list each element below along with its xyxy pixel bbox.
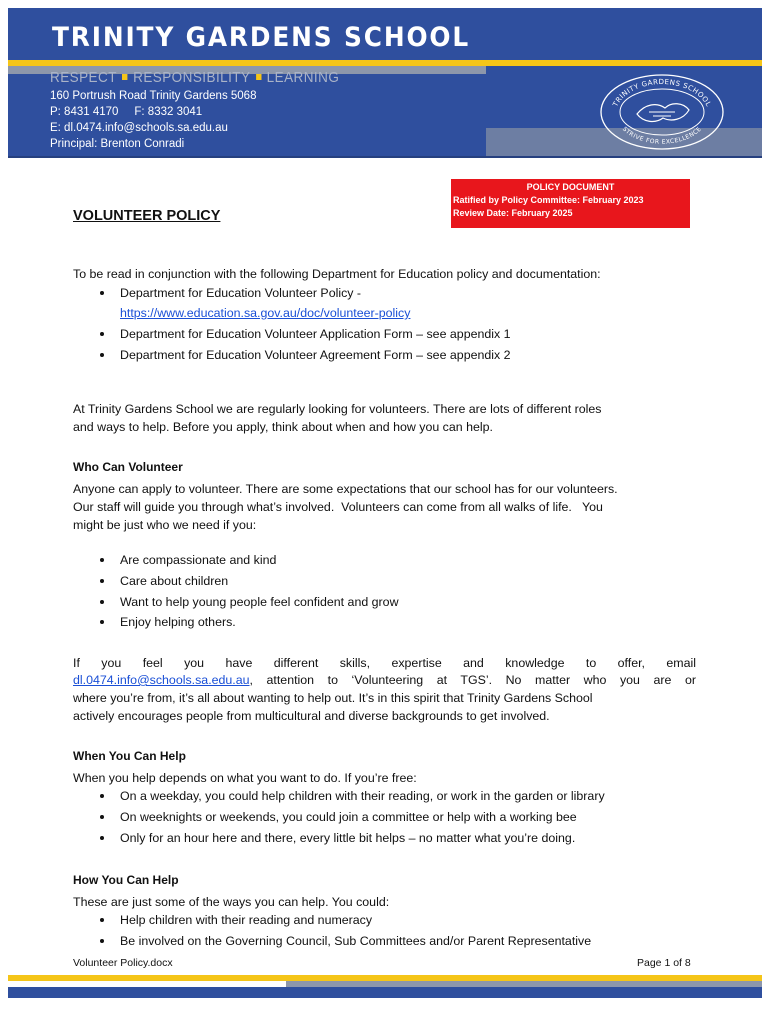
policy-document-box — [451, 179, 690, 228]
when-bullet-1: On a weekday, you could help children with their reading, or work in the garden or library — [120, 789, 605, 803]
policy-review-date: Review Date: February 2025 — [453, 208, 573, 218]
who-bullet-3: Want to help young people feel confident and grow — [120, 595, 399, 609]
para1-line1: At Trinity Gardens School we are regularly looking for volunteers. There are lots of different roles — [73, 402, 602, 416]
footer-page-number: Page 1 of 8 — [637, 957, 691, 969]
who-bullet-1: Are compassionate and kind — [120, 553, 277, 567]
intro-item-1: Department for Education Volunteer Policy - — [120, 286, 362, 300]
school-logo-icon — [597, 72, 727, 152]
intro-item-3: Department for Education Volunteer Agreement Form – see appendix 2 — [120, 348, 511, 362]
footer-blue-stripe — [8, 987, 762, 998]
banner-dark-stripe — [8, 156, 762, 158]
how-heading: How You Can Help — [73, 873, 179, 887]
who-heading: Who Can Volunteer — [73, 460, 183, 474]
how-lead: These are just some of the ways you can help. You could: — [73, 895, 390, 909]
school-motto — [50, 69, 339, 86]
policy-label: POLICY DOCUMENT — [526, 182, 615, 192]
page-title: VOLUNTEER POLICY — [73, 208, 221, 224]
when-bullet-2: On weeknights or weekends, you could join a committee or help with a working bee — [120, 810, 577, 824]
who-bullet-2: Care about children — [120, 574, 229, 588]
when-heading: When You Can Help — [73, 749, 186, 763]
skills-line3: where you’re from, it’s all about wanting to help out. It’s in this spirit that Trinity Gardens School — [73, 691, 593, 705]
who-line1: Anyone can apply to volunteer. There are some expectations that our school has for our volunteers. — [73, 482, 618, 496]
how-bullet-2: Be involved on the Governing Council, Sub Committees and/or Parent Representative — [120, 934, 592, 948]
para1-line2: and ways to help. Before you apply, think about when and how you can help. — [73, 420, 493, 434]
logo-top-text: TRINITY GARDENS SCHOOL — [611, 77, 713, 109]
school-principal: Principal: Brenton Conradi — [50, 138, 185, 150]
skills-line2-rest: , attention to ‘Volunteering at TGS’. No matter who you are or — [249, 673, 696, 687]
skills-line1: If you feel you have different skills, expertise and knowledge to offer, email — [73, 656, 696, 670]
skills-line4: actively encourages people from multicultural and diverse backgrounds to get involved. — [73, 709, 550, 723]
logo-bottom-text: STRIVE FOR EXCELLENCE — [620, 125, 704, 146]
footer-filename: Volunteer Policy.docx — [73, 957, 173, 969]
how-bullet-1: Help children with their reading and numeracy — [120, 913, 373, 927]
when-bullet-3: Only for an hour here and there, every little bit helps – no matter what you’re doing. — [120, 831, 576, 845]
who-line2: Our staff will guide you through what’s involved. Volunteers can come from all walks of life. You — [73, 500, 603, 514]
motto-responsibility: RESPONSIBILITY — [133, 69, 251, 86]
school-email: E: dl.0474.info@schools.sa.edu.au — [50, 122, 228, 134]
header-banner — [8, 8, 762, 158]
school-phone: P: 8431 4170 F: 8332 3041 — [50, 106, 203, 118]
when-lead: When you help depends on what you want to do. If you’re free: — [73, 771, 417, 785]
intro-item-2: Department for Education Volunteer Application Form – see appendix 1 — [120, 327, 511, 341]
school-name: TRINITY GARDENS SCHOOL — [52, 22, 471, 53]
who-bullet-4: Enjoy helping others. — [120, 615, 236, 629]
motto-learning: LEARNING — [266, 69, 340, 86]
volunteer-policy-link[interactable]: https://www.education.sa.gov.au/doc/volunteer-policy — [120, 306, 411, 320]
intro-lead: To be read in conjunction with the following Department for Education policy and documentation: — [73, 267, 601, 281]
policy-ratified: Ratified by Policy Committee: February 2023 — [453, 195, 644, 205]
skills-line2 — [73, 671, 696, 689]
who-line3: might be just who we need if you: — [73, 518, 257, 532]
motto-respect: RESPECT — [50, 69, 117, 86]
school-address: 160 Portrush Road Trinity Gardens 5068 — [50, 90, 257, 102]
school-email-link[interactable]: dl.0474.info@schools.sa.edu.au — [73, 673, 250, 687]
